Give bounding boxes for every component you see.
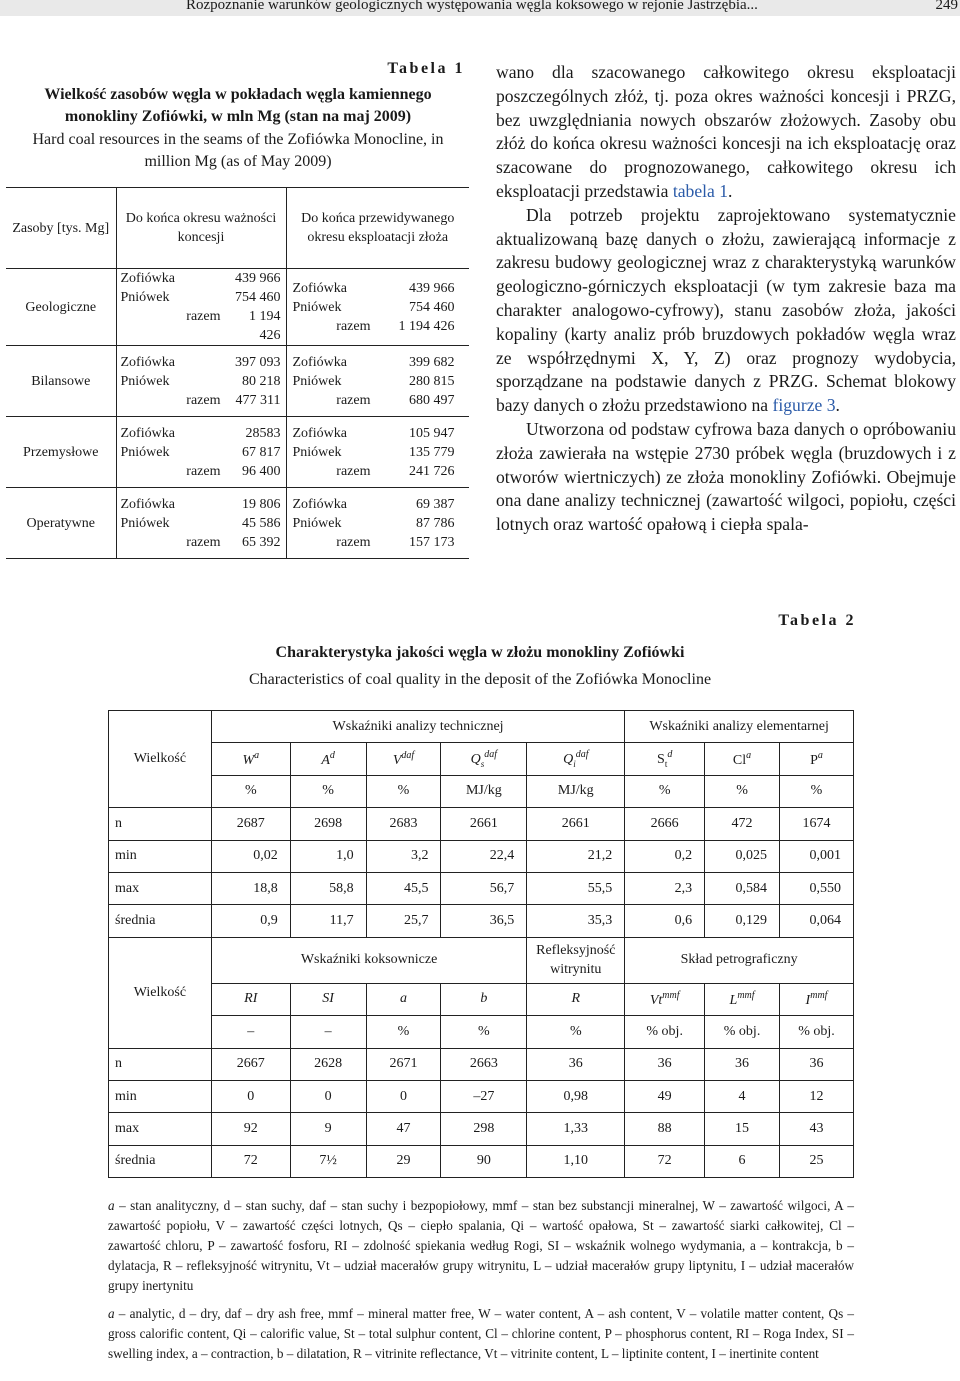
value-cell: 22,4 [441, 840, 527, 872]
paragraph [496, 61, 956, 204]
value-cell: 2683 [366, 808, 441, 840]
value-cell: 2667 [211, 1048, 290, 1080]
value-cell: 67 817 [242, 444, 281, 460]
value-cell: 2661 [441, 808, 527, 840]
body-text-column [496, 61, 956, 537]
value-cell: –27 [441, 1080, 527, 1112]
symbol-row [109, 983, 854, 1015]
table-footnote-pl: a – stan analityczny, d – stan suchy, daf – stan suchy i bezpopiołowy, mmf – stan bez substancji mineralnej, W – zawartość wilgoci, A – zawartość popiołu, V – zawartość części lotnych, Qs – ciepło spalania, Qi – wartość opałowa, St – zawartość siarki całkowitej, Cl – zawartość chloru, P – zawartość fosforu, RI – zdolność spiekania według Rogi, SI – wskaźnik wolnego wydymania, a – kontrakcja, b – dylatacja, R – refleksyjność witrynitu, Vt – udział macerałów grupy witrynitu, L – udział macerałów grupy liptynitu, I – udział macerałów grupy inertynitu [108, 1198, 854, 1293]
value-cell: 55,5 [527, 872, 625, 904]
value-cell: 18,8 [211, 872, 290, 904]
page-number: 249 [935, 0, 958, 13]
unit-cell: % [366, 775, 441, 807]
table1-head-licence: Do końca okresu ważności koncesji [116, 188, 286, 269]
total-label: razem [336, 318, 371, 334]
value-cell: 7½ [290, 1145, 366, 1177]
figure-link[interactable]: figurze 3 [772, 395, 836, 416]
unit-cell: % [211, 775, 290, 807]
table1-title-pl: Wielkość zasobów węgla w pokładach węgla kamiennego monokliny Zofiówki, w mln Mg (stan na maj 2009) [44, 86, 432, 125]
value-cell: 0,550 [780, 872, 854, 904]
value-cell: 36 [527, 1048, 625, 1080]
table-row [6, 346, 469, 417]
row-label: min [109, 1080, 212, 1112]
value-cell: 2663 [441, 1048, 527, 1080]
paragraph [496, 204, 956, 418]
coal-quality-table [108, 710, 854, 1178]
group-header-petrographic: Skład petrograficzny [625, 937, 854, 983]
total-label: razem [336, 463, 371, 479]
unit-cell: – [290, 1016, 366, 1048]
mine-name: Pniówek [120, 515, 170, 531]
unit-cell: MJ/kg [441, 775, 527, 807]
symbol-Cl: Cl$^a$ [705, 743, 780, 775]
value-cell: 9 [290, 1113, 366, 1145]
value-cell: 280 815 [409, 373, 455, 389]
unit-cell: % [527, 1016, 625, 1048]
value-cell: 477 311 [235, 392, 281, 408]
category-label: Bilansowe [6, 346, 116, 417]
group-header-coking: Wskaźniki koksownicze [211, 937, 526, 983]
value-cell: 43 [780, 1113, 854, 1145]
paragraph-text: Dla potrzeb projektu zaprojektowano systematycznie aktualizowaną bazę danych o złożu, zawierającą informacje z zakresu budowy geologicznej wraz z charakterystyką warunków geologiczno-górniczych eksploatacji (w tym zakresie baza ma charakter analogowo-cyfrowy), stanu zasobów złoża, jakości kopaliny (karty analiz prób bruzdowych pokładów węgla wraz ze współrzędnymi X, Y, Z) oraz prognozy wydobycia, sporządzane na podstawie danych z PRZG. Schemat blokowy bazy danych o złożu przedstawiono na [496, 204, 956, 416]
value-cell: 439 966 [409, 280, 455, 296]
mine-name: Zofiówka [120, 271, 175, 286]
total-label: razem [186, 392, 221, 408]
unit-cell: % [366, 1016, 441, 1048]
paragraph-text: wano dla szacowanego całkowitego okresu eksploatacji poszczególnych złóż, tj. poza okres ważności koncesji i PRZG, bez uwzględniania nowych obszarów złożowych. Zasoby obu złóż do końca okresu ważności koncesji na ich eksploatację oraz szacowane do prognozowanego, całkowitego okresu ich eksploatacji przedstawia [496, 62, 956, 201]
value-cell: 0 [366, 1080, 441, 1112]
symbol-Qi: $Q_i^{daf}$ [527, 743, 625, 775]
value-cell: 36,5 [441, 905, 527, 937]
value-cell: 105 947 [409, 425, 455, 441]
unit-row [109, 1016, 854, 1048]
running-title: Rozpoznanie warunków geologicznych występowania węgla koksowego w rejonie Jastrzębia... [186, 0, 758, 13]
value-cell: 25,7 [366, 905, 441, 937]
table2-title-pl: Charakterystyka jakości węgla w złożu monokliny Zofiówki [275, 644, 685, 661]
mine-name: Pniówek [292, 299, 342, 315]
table-link[interactable]: tabela 1 [672, 180, 729, 201]
value-cell: 754 460 [409, 299, 455, 315]
value-cell: 92 [211, 1113, 290, 1145]
value-cell: 45,5 [366, 872, 441, 904]
table-row [109, 840, 854, 872]
unit-cell: % obj. [705, 1016, 780, 1048]
value-cell: 2,3 [625, 872, 705, 904]
symbol-V: $V^{daf}$ [366, 743, 441, 775]
unit-cell: % [705, 775, 780, 807]
value-cell: 0,129 [705, 905, 780, 937]
mine-name: Zofiówka [120, 354, 175, 370]
value-cell: 0,2 [625, 840, 705, 872]
value-cell: 1 194 426 [398, 318, 455, 334]
running-header [0, 0, 960, 16]
total-label: razem [336, 534, 371, 550]
unit-cell: % [441, 1016, 527, 1048]
symbol-Vt: $Vt^{mmf}$ [625, 983, 705, 1015]
mine-name: Pniówek [120, 373, 170, 389]
value-cell: 80 218 [242, 373, 281, 389]
mine-name: Zofiówka [292, 354, 347, 370]
paragraph: Utworzona od podstaw cyfrowa baza danych o opróbowaniu złoża zawierała na wstępie 2730 próbek węgla (bruzdowych i z otworów wiertniczych) ze złoża monokliny Zofiówki. Obejmuje ona dane analizy technicznej (zawartość wilgoci, popiołu, części lotnych oraz wartość opałową i ciepła spala- [496, 418, 956, 535]
table-row [6, 488, 469, 559]
table-row [109, 1080, 854, 1112]
value-cell: 2661 [527, 808, 625, 840]
unit-cell: % [290, 775, 366, 807]
value-cell: 12 [780, 1080, 854, 1112]
value-cell: 3,2 [366, 840, 441, 872]
value-cell: 49 [625, 1080, 705, 1112]
value-cell: 0 [290, 1080, 366, 1112]
value-cell: 45 586 [242, 515, 281, 531]
row-label: min [109, 840, 212, 872]
row-label: max [109, 872, 212, 904]
value-cell: 90 [441, 1145, 527, 1177]
symbol-a: a [366, 983, 441, 1015]
row-label-header: Wielkość [109, 711, 212, 808]
symbol-A: $A^d$ [290, 743, 366, 775]
value-cell: 96 400 [242, 463, 281, 479]
value-cell: 157 173 [409, 534, 455, 550]
row-label: średnia [109, 905, 212, 937]
value-cell: 1674 [780, 808, 854, 840]
total-label: razem [186, 534, 221, 550]
value-cell: 56,7 [441, 872, 527, 904]
value-cell: 0,9 [211, 905, 290, 937]
value-cell: 2666 [625, 808, 705, 840]
value-cell: 0,001 [780, 840, 854, 872]
value-cell: 397 093 [235, 354, 281, 370]
value-cell: 15 [705, 1113, 780, 1145]
table-row [109, 1145, 854, 1177]
symbol-W: $W^a$ [211, 743, 290, 775]
symbol-L: $L^{mmf}$ [705, 983, 780, 1015]
unit-cell: % obj. [625, 1016, 705, 1048]
table-row [109, 1048, 854, 1080]
value-cell: 1 194 426 [249, 309, 281, 343]
row-label: n [109, 808, 212, 840]
value-cell: 69 387 [416, 496, 455, 512]
value-cell: 28583 [245, 425, 281, 441]
value-cell: 72 [211, 1145, 290, 1177]
unit-cell: % [780, 775, 854, 807]
value-cell: 4 [705, 1080, 780, 1112]
footnote-text: analytic, d – dry, daf – dry ash free, mmf – mineral matter free, W – water content, A – ash content, V – volatile matter content, Qs – gross calorific content, Qi – calorific value, St – total sulphur content, Cl – chlorine content, P – phosphorus content, RI – Roga Index, SI – swelling index, a – contraction, b – dilatation, R – vitrinite reflectance, Vt – vitrinite content, L – liptinite content, I – inertinite content [108, 1306, 855, 1361]
table-row [109, 1113, 854, 1145]
value-cell: 47 [366, 1113, 441, 1145]
value-cell: 11,7 [290, 905, 366, 937]
category-label: Operatywne [6, 488, 116, 559]
value-cell: 0,02 [211, 840, 290, 872]
unit-row [109, 775, 854, 807]
category-label: Przemysłowe [6, 417, 116, 488]
value-cell: 241 726 [409, 463, 455, 479]
value-cell: 1,0 [290, 840, 366, 872]
table-row [109, 905, 854, 937]
unit-cell: MJ/kg [527, 775, 625, 807]
total-label: razem [336, 392, 371, 408]
value-cell: 399 682 [409, 354, 455, 370]
total-label: razem [186, 463, 221, 479]
mine-name: Zofiówka [120, 425, 175, 441]
value-cell: 6 [705, 1145, 780, 1177]
value-cell: 754 460 [235, 290, 281, 305]
value-cell: 135 779 [409, 444, 455, 460]
symbol-Qs: $Q_s^{daf}$ [441, 743, 527, 775]
table-row [6, 269, 469, 346]
value-cell: 65 392 [242, 534, 281, 550]
value-cell: 298 [441, 1113, 527, 1145]
mine-name: Zofiówka [292, 425, 347, 441]
value-cell: 21,2 [527, 840, 625, 872]
value-cell: 35,3 [527, 905, 625, 937]
group-header-reflectance: Refleksyjność witrynitu [527, 937, 625, 983]
paragraph-text: . [835, 395, 840, 416]
symbol-I: $I^{mmf}$ [780, 983, 854, 1015]
row-label: średnia [109, 1145, 212, 1177]
symbol-RI: RI [211, 983, 290, 1015]
mine-name: Pniówek [292, 515, 342, 531]
row-label: max [109, 1113, 212, 1145]
value-cell: 2687 [211, 808, 290, 840]
value-cell: 0,6 [625, 905, 705, 937]
table1-head-resources: Zasoby [tys. Mg] [6, 188, 116, 269]
value-cell: 2628 [290, 1048, 366, 1080]
table1-caption: Tabela 1 [387, 60, 465, 77]
value-cell: 0 [211, 1080, 290, 1112]
value-cell: 439 966 [235, 271, 281, 286]
value-cell: 0,98 [527, 1080, 625, 1112]
symbol-St: $S_t^d$ [625, 743, 705, 775]
value-cell: 87 786 [416, 515, 455, 531]
table2-title [0, 639, 960, 693]
value-cell: 25 [780, 1145, 854, 1177]
value-cell: 472 [705, 808, 780, 840]
value-cell: 1,33 [527, 1113, 625, 1145]
mine-name: Pniówek [292, 444, 342, 460]
value-cell: 29 [366, 1145, 441, 1177]
paragraph-text: . [728, 180, 733, 201]
value-cell: 2698 [290, 808, 366, 840]
group-header-technical: Wskaźniki analizy technicznej [211, 711, 624, 743]
mine-name: Pniówek [292, 373, 342, 389]
table-footnote-en: a – analytic, d – dry, daf – dry ash free, mmf – mineral matter free, W – water content, A – ash content, V – volatile matter content, Qs – gross calorific content, Qi – calorific value, St – total sulphur content, Cl – chlorine content, P – phosphorus content, RI – Roga Index, SI – swelling index, a – contraction, b – dilatation, R – vitrinite reflectance, Vt – vitrinite content, L – liptinite content, I – inertinite content [108, 1306, 855, 1361]
table-row [109, 872, 854, 904]
unit-cell: % obj. [780, 1016, 854, 1048]
footnote-text: stan analityczny, d – stan suchy, daf – stan suchy i bezpopiołowy, mmf – stan bez substancji mineralnej, W – zawartość wilgoci, A – zawartość popiołu, V – zawartość części lotnych, Qs – ciepło spalania, Qi – wartość opałowa, St – zawartość siarki całkowitej, Cl – zawartość chloru, P – zawartość fosforu, RI – zdolność spiekania według Rogi, SI – wskaźnik wolnego wydymania, a – kontrakcja, b – dylatacja, R – refleksyjność witrynitu, Vt – udział macerałów grupy witrynitu, L – udział macerałów grupy liptynitu, I – udział macerałów grupy inertynitu [108, 1198, 854, 1293]
symbol-b: b [441, 983, 527, 1015]
value-cell: 19 806 [242, 496, 281, 512]
value-cell: 36 [625, 1048, 705, 1080]
total-label: razem [186, 309, 221, 324]
table1-title-en: Hard coal resources in the seams of the Zofiówka Monocline, in million Mg (as of May 2009) [32, 131, 444, 170]
value-cell: 0,584 [705, 872, 780, 904]
table2-title-en: Characteristics of coal quality in the deposit of the Zofiówka Monocline [248, 671, 712, 688]
resources-table [6, 187, 469, 559]
value-cell: 72 [625, 1145, 705, 1177]
symbol-row [109, 743, 854, 775]
table-row [6, 417, 469, 488]
value-cell: 1,10 [527, 1145, 625, 1177]
value-cell: 680 497 [409, 392, 455, 408]
value-cell: 0,025 [705, 840, 780, 872]
row-label: n [109, 1048, 212, 1080]
unit-cell: – [211, 1016, 290, 1048]
table1-head-exploitation: Do końca przewidywanego okresu eksploatacji złoża [286, 188, 469, 269]
symbol-P: $P^a$ [780, 743, 854, 775]
mine-name: Zofiówka [292, 280, 347, 296]
value-cell: 0,064 [780, 905, 854, 937]
symbol-R: R [527, 983, 625, 1015]
value-cell: 58,8 [290, 872, 366, 904]
symbol-SI: SI [290, 983, 366, 1015]
value-cell: 88 [625, 1113, 705, 1145]
mine-name: Pniówek [120, 290, 170, 305]
value-cell: 36 [780, 1048, 854, 1080]
table2-caption: Tabela 2 [778, 612, 856, 629]
mine-name: Zofiówka [292, 496, 347, 512]
row-label-header: Wielkość [109, 937, 212, 1048]
category-label: Geologiczne [6, 269, 116, 346]
group-header-elemental: Wskaźniki analizy elementarnej [625, 711, 854, 743]
mine-name: Zofiówka [120, 496, 175, 512]
mine-name: Pniówek [120, 444, 170, 460]
table-row [109, 808, 854, 840]
value-cell: 2671 [366, 1048, 441, 1080]
table1-title [8, 84, 468, 173]
unit-cell: % [625, 775, 705, 807]
value-cell: 36 [705, 1048, 780, 1080]
